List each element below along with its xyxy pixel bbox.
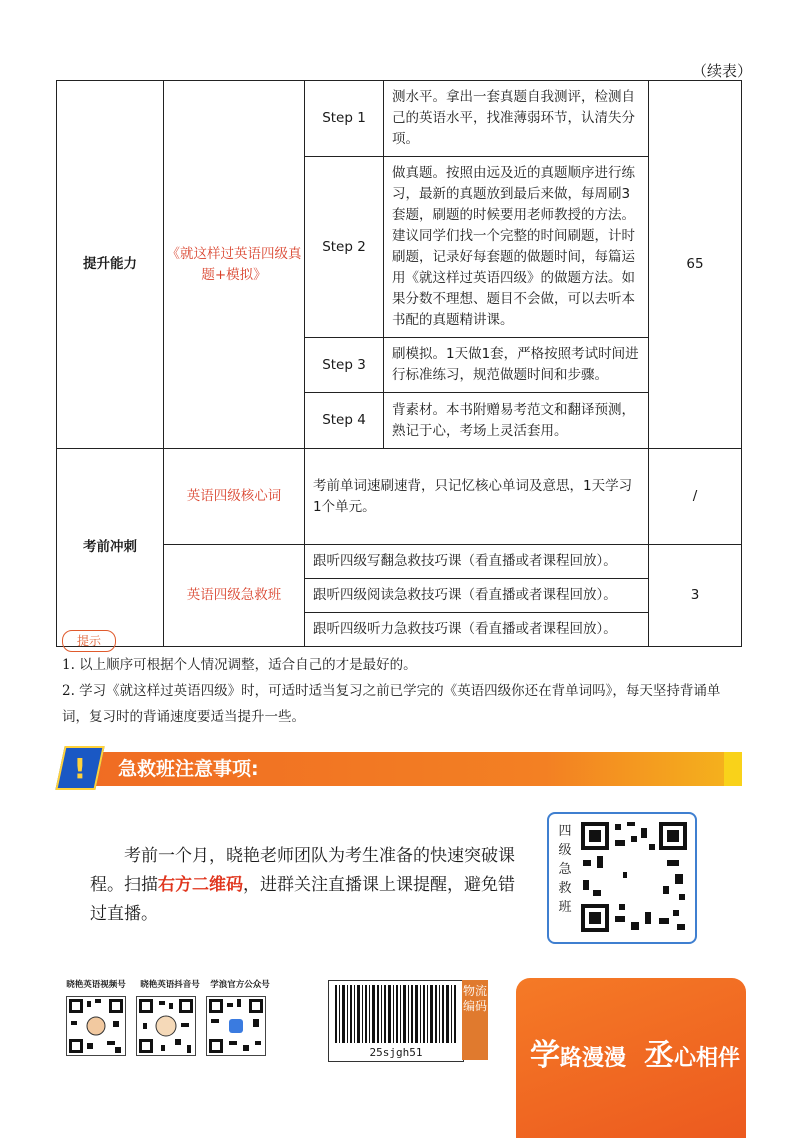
step-description: 刷模拟。1天做1套，严格按照考试时间进行标准练习，规范做题时间和步骤。	[384, 338, 649, 393]
slogan-block	[516, 978, 746, 1138]
tip-item-2: 2. 学习《就这样过英语四级》时，可适时适当复习之前已学完的《英语四级你还在背单词吗》，每天坚持背诵单词，复习时的背诵速度要适当提升一些。	[62, 683, 721, 725]
step-description: 做真题。按照由远及近的真题顺序进行练习，最新的真题放到最后来做，每周刷3套题，刷题的时候要用老师教授的方法。建议同学们找一个完整的时间刷题，计时刷题，记录好每套题的做题时间，每篇运用《就这样过英语四级》的做题方法。如果分数不理想、题目不会做，可以去听本书配的真题精讲课。	[384, 157, 649, 338]
tip-item-1: 1. 以上顺序可根据个人情况调整，适合自己的才是最好的。	[62, 657, 417, 673]
slogan	[530, 1030, 740, 1074]
tip-badge: 提示	[62, 630, 116, 652]
score-improve: 65	[649, 81, 742, 449]
rescue-item: 跟听四级写翻急救技巧课（看直播或者课程回放）。	[305, 545, 649, 579]
book-title-rescue-class: 英语四级急救班	[164, 545, 305, 647]
qr-label: 四级急救班	[558, 824, 572, 915]
exclamation-icon	[55, 746, 104, 790]
step-label: Step 1	[305, 81, 384, 157]
study-plan-table	[56, 80, 742, 647]
book-title-core-words: 英语四级核心词	[164, 449, 305, 545]
core-words-description: 考前单词速刷速背，只记忆核心单词及意思，1天学习1个单元。	[305, 449, 649, 545]
rescue-item: 跟听四级阅读急救技巧课（看直播或者课程回放）。	[305, 579, 649, 613]
step-description: 测水平。拿出一套真题自我测评，检测自己的英语水平，找准薄弱环节，认清失分项。	[384, 81, 649, 157]
qr-code-icon	[579, 820, 689, 934]
paragraph-highlight: 右方二维码	[158, 875, 243, 895]
step-label: Step 4	[305, 393, 384, 449]
slogan-b-rest: 心相伴	[674, 1046, 741, 1071]
slogan-b-big: 丞	[644, 1038, 675, 1073]
qr-label-douyin: 晓艳英语抖音号	[140, 980, 200, 990]
douyin-account-qr[interactable]	[136, 996, 196, 1056]
step-description: 背素材。本书附赠易考范文和翻译预测，熟记于心，考场上灵活套用。	[384, 393, 649, 449]
official-account-qr[interactable]	[206, 996, 266, 1056]
qr-code-icon	[67, 997, 125, 1055]
category-improve: 提升能力	[57, 81, 164, 449]
paragraph-text-end: ，进群关注直播课上课提醒，避免错过直播。	[90, 875, 515, 924]
barcode-number: 25sjgh51	[369, 1046, 423, 1059]
barcode	[328, 980, 464, 1062]
logistics-label: 物流编码	[462, 980, 488, 1060]
banner-title: 急救班注意事项:	[118, 758, 259, 780]
paragraph-text: 考前一个月，晓艳老师团队为考生准备的快速突破课程。扫描	[90, 846, 515, 895]
section-banner	[60, 746, 744, 790]
qr-code-icon	[137, 997, 195, 1055]
table-row	[57, 449, 742, 545]
step-label: Step 3	[305, 338, 384, 393]
score-core-words: /	[649, 449, 742, 545]
video-account-qr[interactable]	[66, 996, 126, 1056]
slogan-a-big: 学	[530, 1038, 560, 1073]
rescue-class-qr[interactable]	[547, 812, 697, 944]
banner-mark: !	[73, 752, 87, 785]
qr-label-official: 学浪官方公众号	[210, 980, 270, 990]
qr-code-icon	[207, 997, 265, 1055]
table-row	[57, 81, 742, 157]
slogan-a-rest: 路漫漫	[560, 1046, 627, 1071]
book-title-improve: 《就这样过英语四级真题+模拟》	[164, 81, 305, 449]
score-rescue-class: 3	[649, 545, 742, 647]
step-label: Step 2	[305, 157, 384, 338]
rescue-paragraph	[90, 842, 530, 929]
category-sprint: 考前冲刺	[57, 449, 164, 647]
barcode-icon	[329, 983, 463, 1045]
rescue-item: 跟听四级听力急救技巧课（看直播或者课程回放）。	[305, 613, 649, 647]
qr-label-video: 晓艳英语视频号	[66, 980, 126, 990]
continued-label: （续表）	[691, 62, 752, 80]
